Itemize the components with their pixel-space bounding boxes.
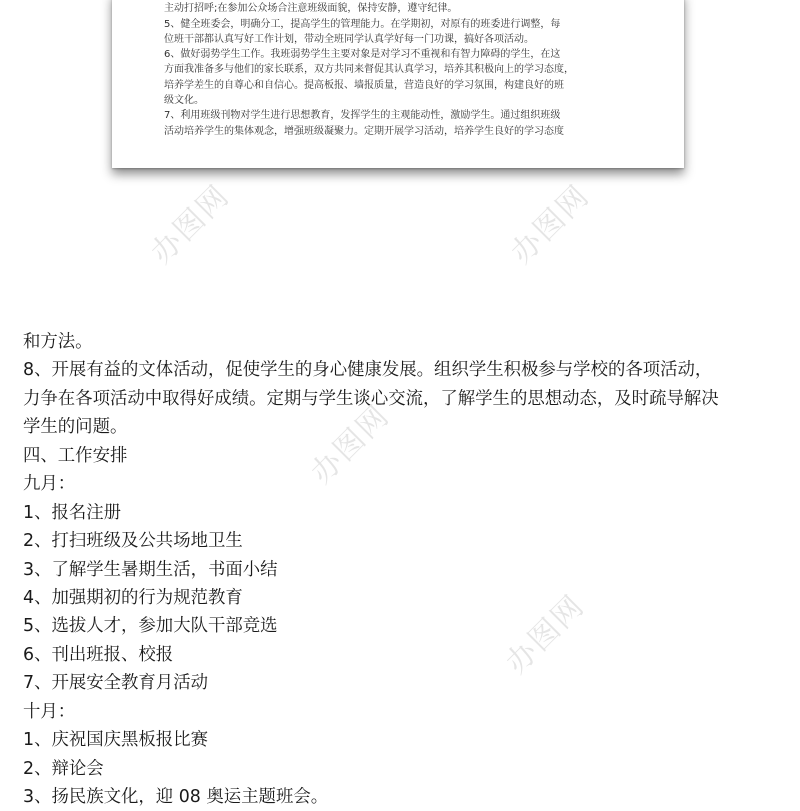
list-item: 6、刊出班报、校报: [23, 644, 174, 665]
preview-line: 7、利用班级刊物对学生进行思想教育，发挥学生的主观能动性，激励学生。通过组织班级: [164, 110, 561, 122]
list-item: 1、庆祝国庆黑板报比赛: [23, 730, 208, 751]
paragraph-line: 学生的问题。: [23, 417, 128, 438]
watermark: 办图网: [144, 178, 237, 271]
preview-line: 5、健全班委会，明确分工，提高学生的管理能力。在学期初，对原有的班委进行调整，每: [164, 18, 561, 30]
list-item: 1、报名注册: [23, 502, 122, 523]
preview-line: 级文化。: [164, 95, 204, 107]
list-item: 2、打扫班级及公共场地卫生: [23, 531, 243, 552]
paragraph-line: 8、开展有益的文体活动，促使学生的身心健康发展。组织学生积极参与学校的各项活动，: [23, 360, 713, 381]
watermark: 办图网: [499, 588, 592, 681]
preview-line: 方面我准备多与他们的家长联系，双方共同来督促其认真学习，培养其积极向上的学习态度，: [164, 64, 574, 76]
section-heading: 四、工作安排: [23, 445, 128, 466]
list-item: 4、加强期初的行为规范教育: [23, 587, 243, 608]
watermark: 办图网: [304, 398, 397, 491]
preview-line: 6、做好弱势学生工作。我班弱势学生主要对象是对学习不重视和有智力障碍的学生，在这: [164, 49, 561, 61]
preview-line: 位班干部都认真写好工作计划，带动全班同学认真学好每一门功课，搞好各项活动。: [164, 33, 534, 45]
month-heading: 十月：: [23, 701, 76, 722]
watermark: 办图网: [504, 178, 597, 271]
preview-text-block: [164, 0, 656, 139]
preview-line: 主动打招呼;在参加公众场合注意班级面貌，保持安静，遵守纪律。: [164, 3, 458, 15]
document-body: [23, 328, 793, 811]
preview-line: 培养学差生的自尊心和自信心。提高板报、墙报质量，营造良好的学习氛围，构建良好的班: [164, 79, 564, 91]
month-heading: 九月：: [23, 474, 76, 495]
paragraph-line: 力争在各项活动中取得好成绩。定期与学生谈心交流，了解学生的思想动态，及时疏导解决: [23, 388, 719, 409]
list-item: 3、扬民族文化，迎 08 奥运主题班会。: [23, 787, 329, 807]
paragraph-line: 和方法。: [23, 332, 93, 352]
list-item: 2、辩论会: [23, 758, 104, 779]
list-item: 3、了解学生暑期生活，书面小结: [23, 559, 278, 580]
preview-line: 活动培养学生的集体观念，增强班级凝聚力。定期开展学习活动，培养学生良好的学习态度: [164, 125, 564, 137]
list-item: 5、选拔人才，参加大队干部竞选: [23, 616, 278, 637]
document-preview-card: [112, 0, 684, 168]
list-item: 7、开展安全教育月活动: [23, 673, 208, 694]
